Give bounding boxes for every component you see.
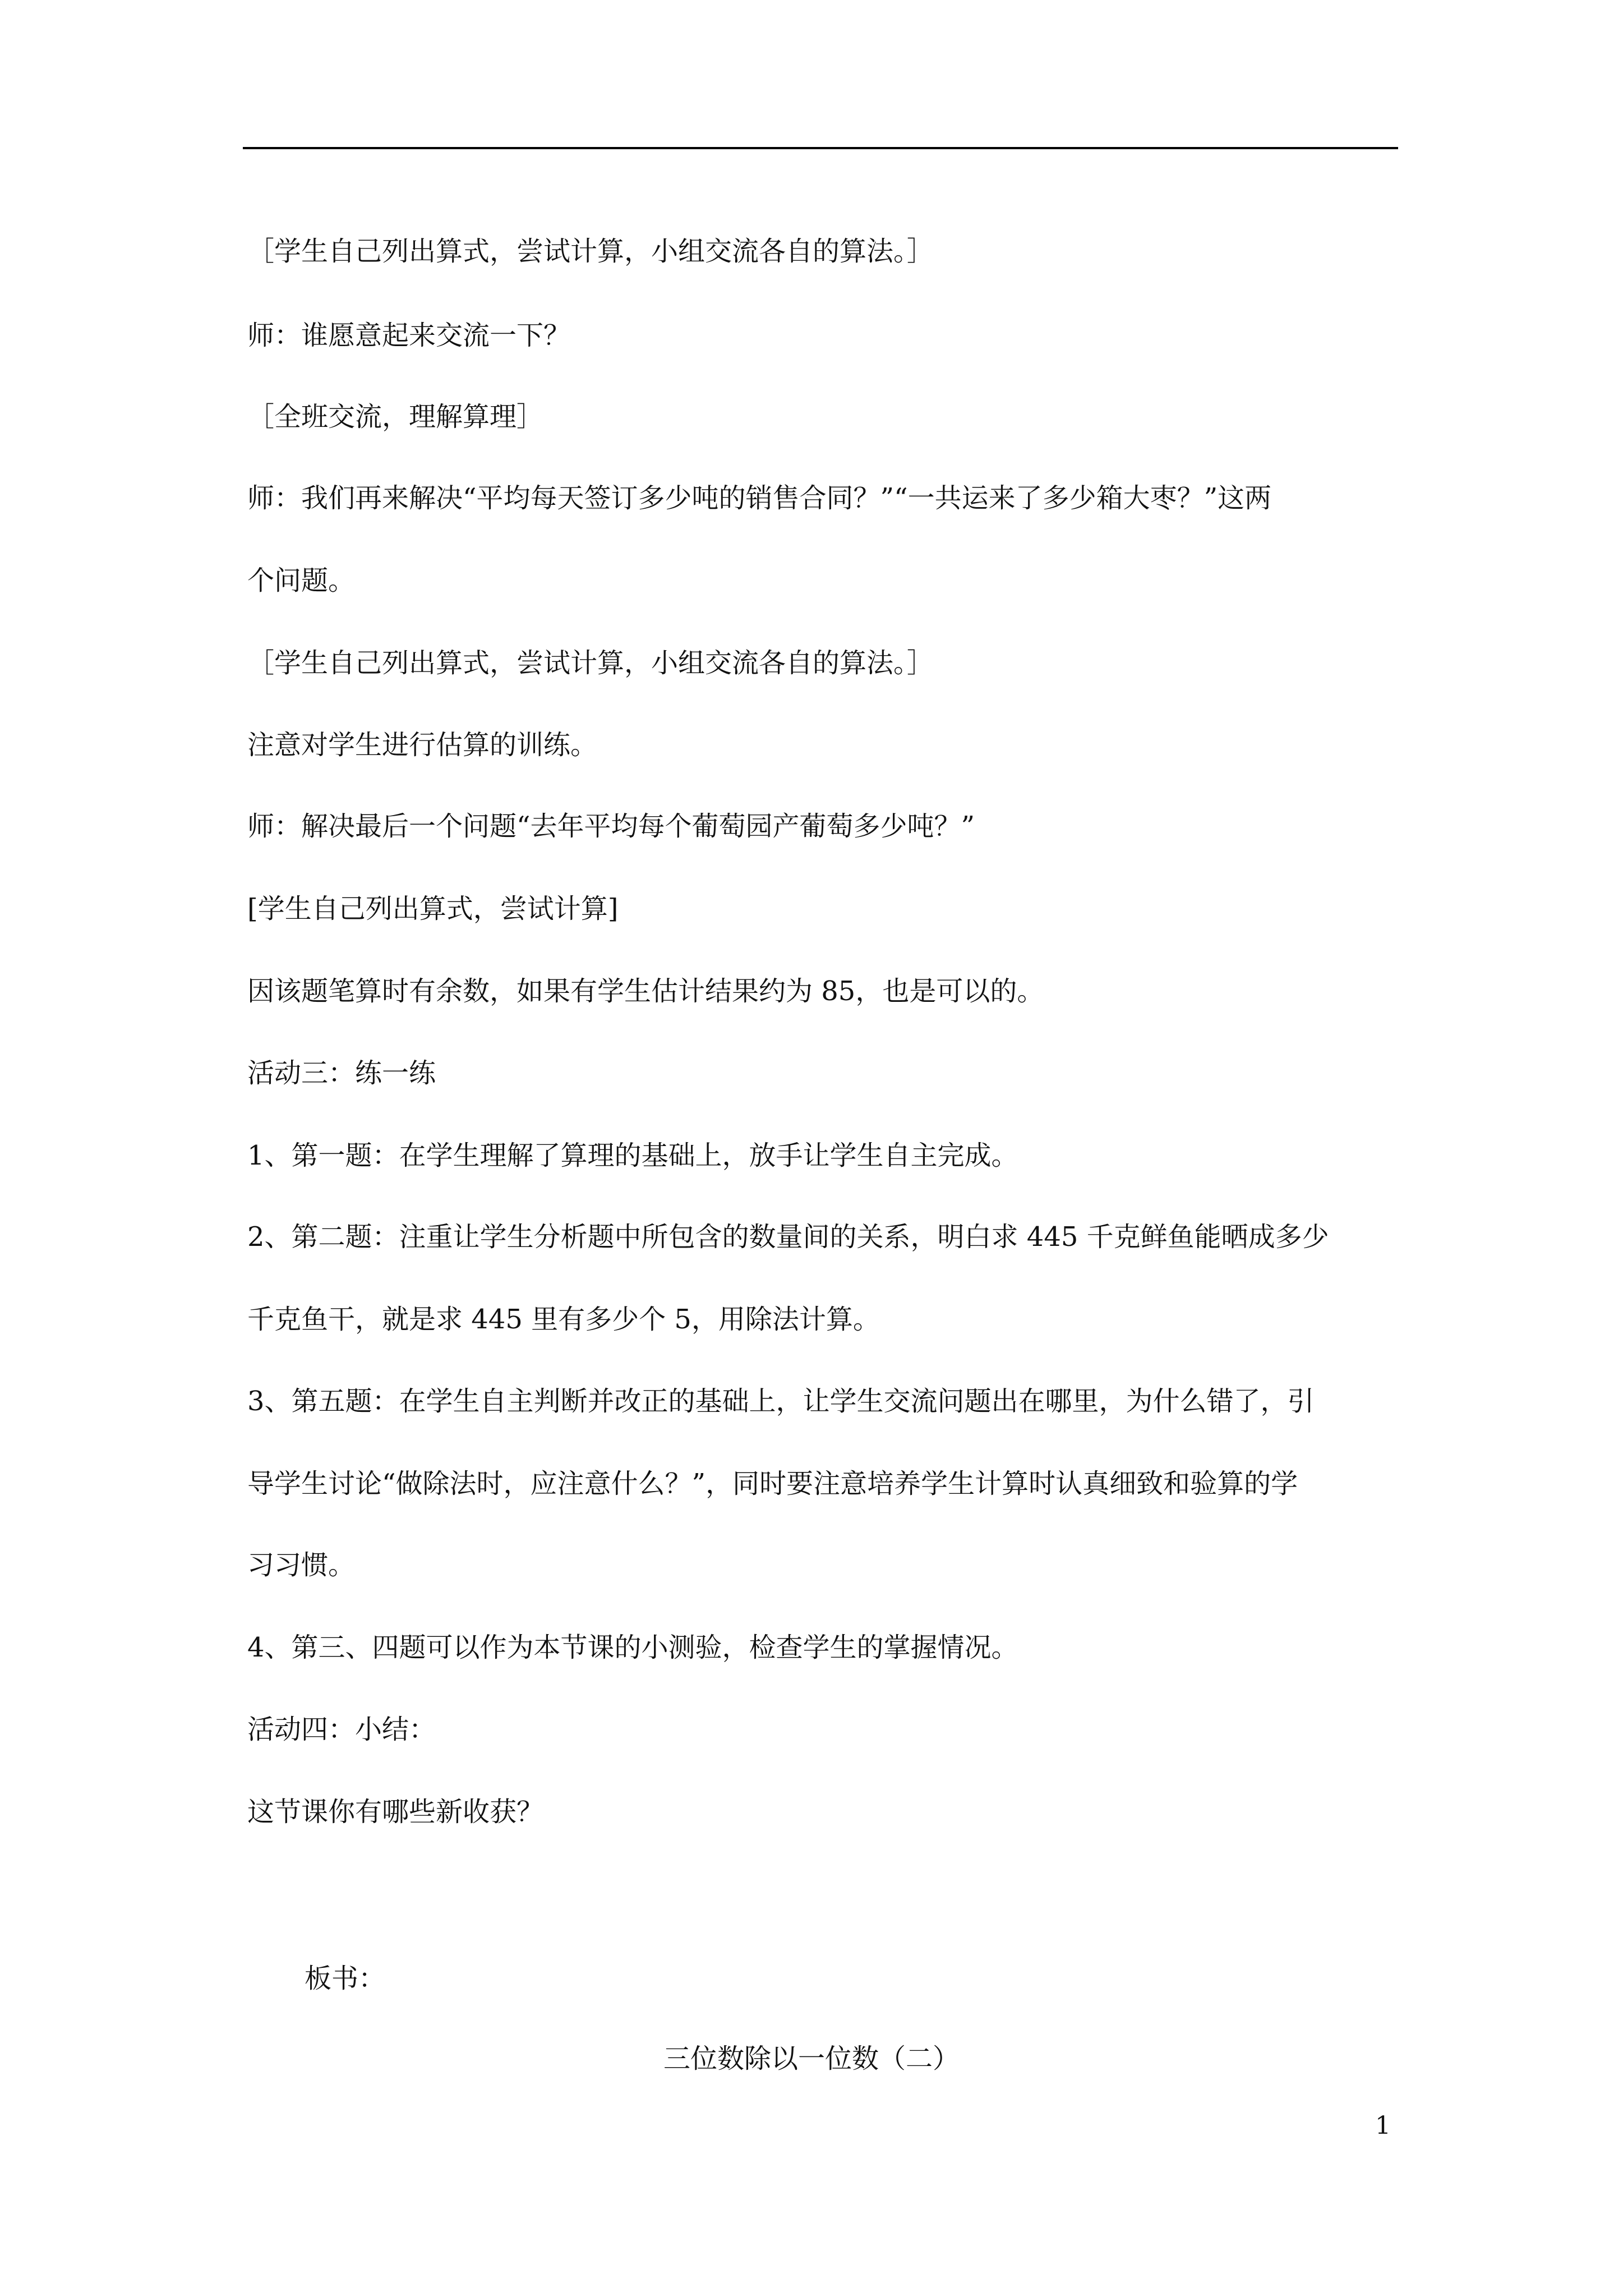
board-title: 三位数除以一位数（二） bbox=[663, 2043, 960, 2074]
list-item-continuation: 导学生讨论“做除法时，应注意什么？”，同时要注意培养学生计算时认真细致和验算的学 bbox=[247, 1468, 1298, 1499]
paragraph-line: 注意对学生进行估算的训练。 bbox=[247, 729, 598, 761]
paragraph-line: [学生自己列出算式，尝试计算] bbox=[247, 893, 619, 924]
board-label: 板书： bbox=[305, 1963, 386, 1994]
paragraph-line: ［学生自己列出算式，尝试计算，小组交流各自的算法。］ bbox=[247, 236, 934, 267]
list-item: 3、第五题：在学生自主判断并改正的基础上，让学生交流问题出在哪里，为什么错了，引 bbox=[247, 1386, 1315, 1417]
paragraph-line: 师：我们再来解决“平均每天签订多少吨的销售合同？”“一共运来了多少箱大枣？”这两 bbox=[247, 482, 1272, 514]
list-item: 1、第一题：在学生理解了算理的基础上，放手让学生自主完成。 bbox=[247, 1140, 1018, 1171]
paragraph-line: 因该题笔算时有余数，如果有学生估计结果约为 85，也是可以的。 bbox=[247, 976, 1044, 1007]
paragraph-line: 个问题。 bbox=[247, 565, 356, 596]
header-rule bbox=[243, 147, 1398, 149]
paragraph-line: ［学生自己列出算式，尝试计算，小组交流各自的算法。］ bbox=[247, 647, 934, 679]
paragraph-line: 师：解决最后一个问题“去年平均每个葡萄园产葡萄多少吨？” bbox=[247, 811, 975, 842]
list-item: 2、第二题：注重让学生分析题中所包含的数量间的关系，明白求 445 千克鲜鱼能晒成多少 bbox=[247, 1221, 1329, 1253]
paragraph-line: 师：谁愿意起来交流一下？ bbox=[247, 320, 571, 351]
page-number: 1 bbox=[1375, 2111, 1391, 2140]
section-heading: 活动三：练一练 bbox=[247, 1057, 436, 1089]
list-item-continuation: 习习惯。 bbox=[247, 1549, 356, 1581]
paragraph-line: ［全班交流，理解算理］ bbox=[247, 401, 544, 432]
list-item-continuation: 千克鱼干，就是求 445 里有多少个 5，用除法计算。 bbox=[247, 1304, 880, 1335]
list-item: 4、第三、四题可以作为本节课的小测验，检查学生的掌握情况。 bbox=[247, 1632, 1018, 1663]
paragraph-line: 这节课你有哪些新收获？ bbox=[247, 1796, 544, 1828]
section-heading: 活动四：小结： bbox=[247, 1714, 436, 1745]
